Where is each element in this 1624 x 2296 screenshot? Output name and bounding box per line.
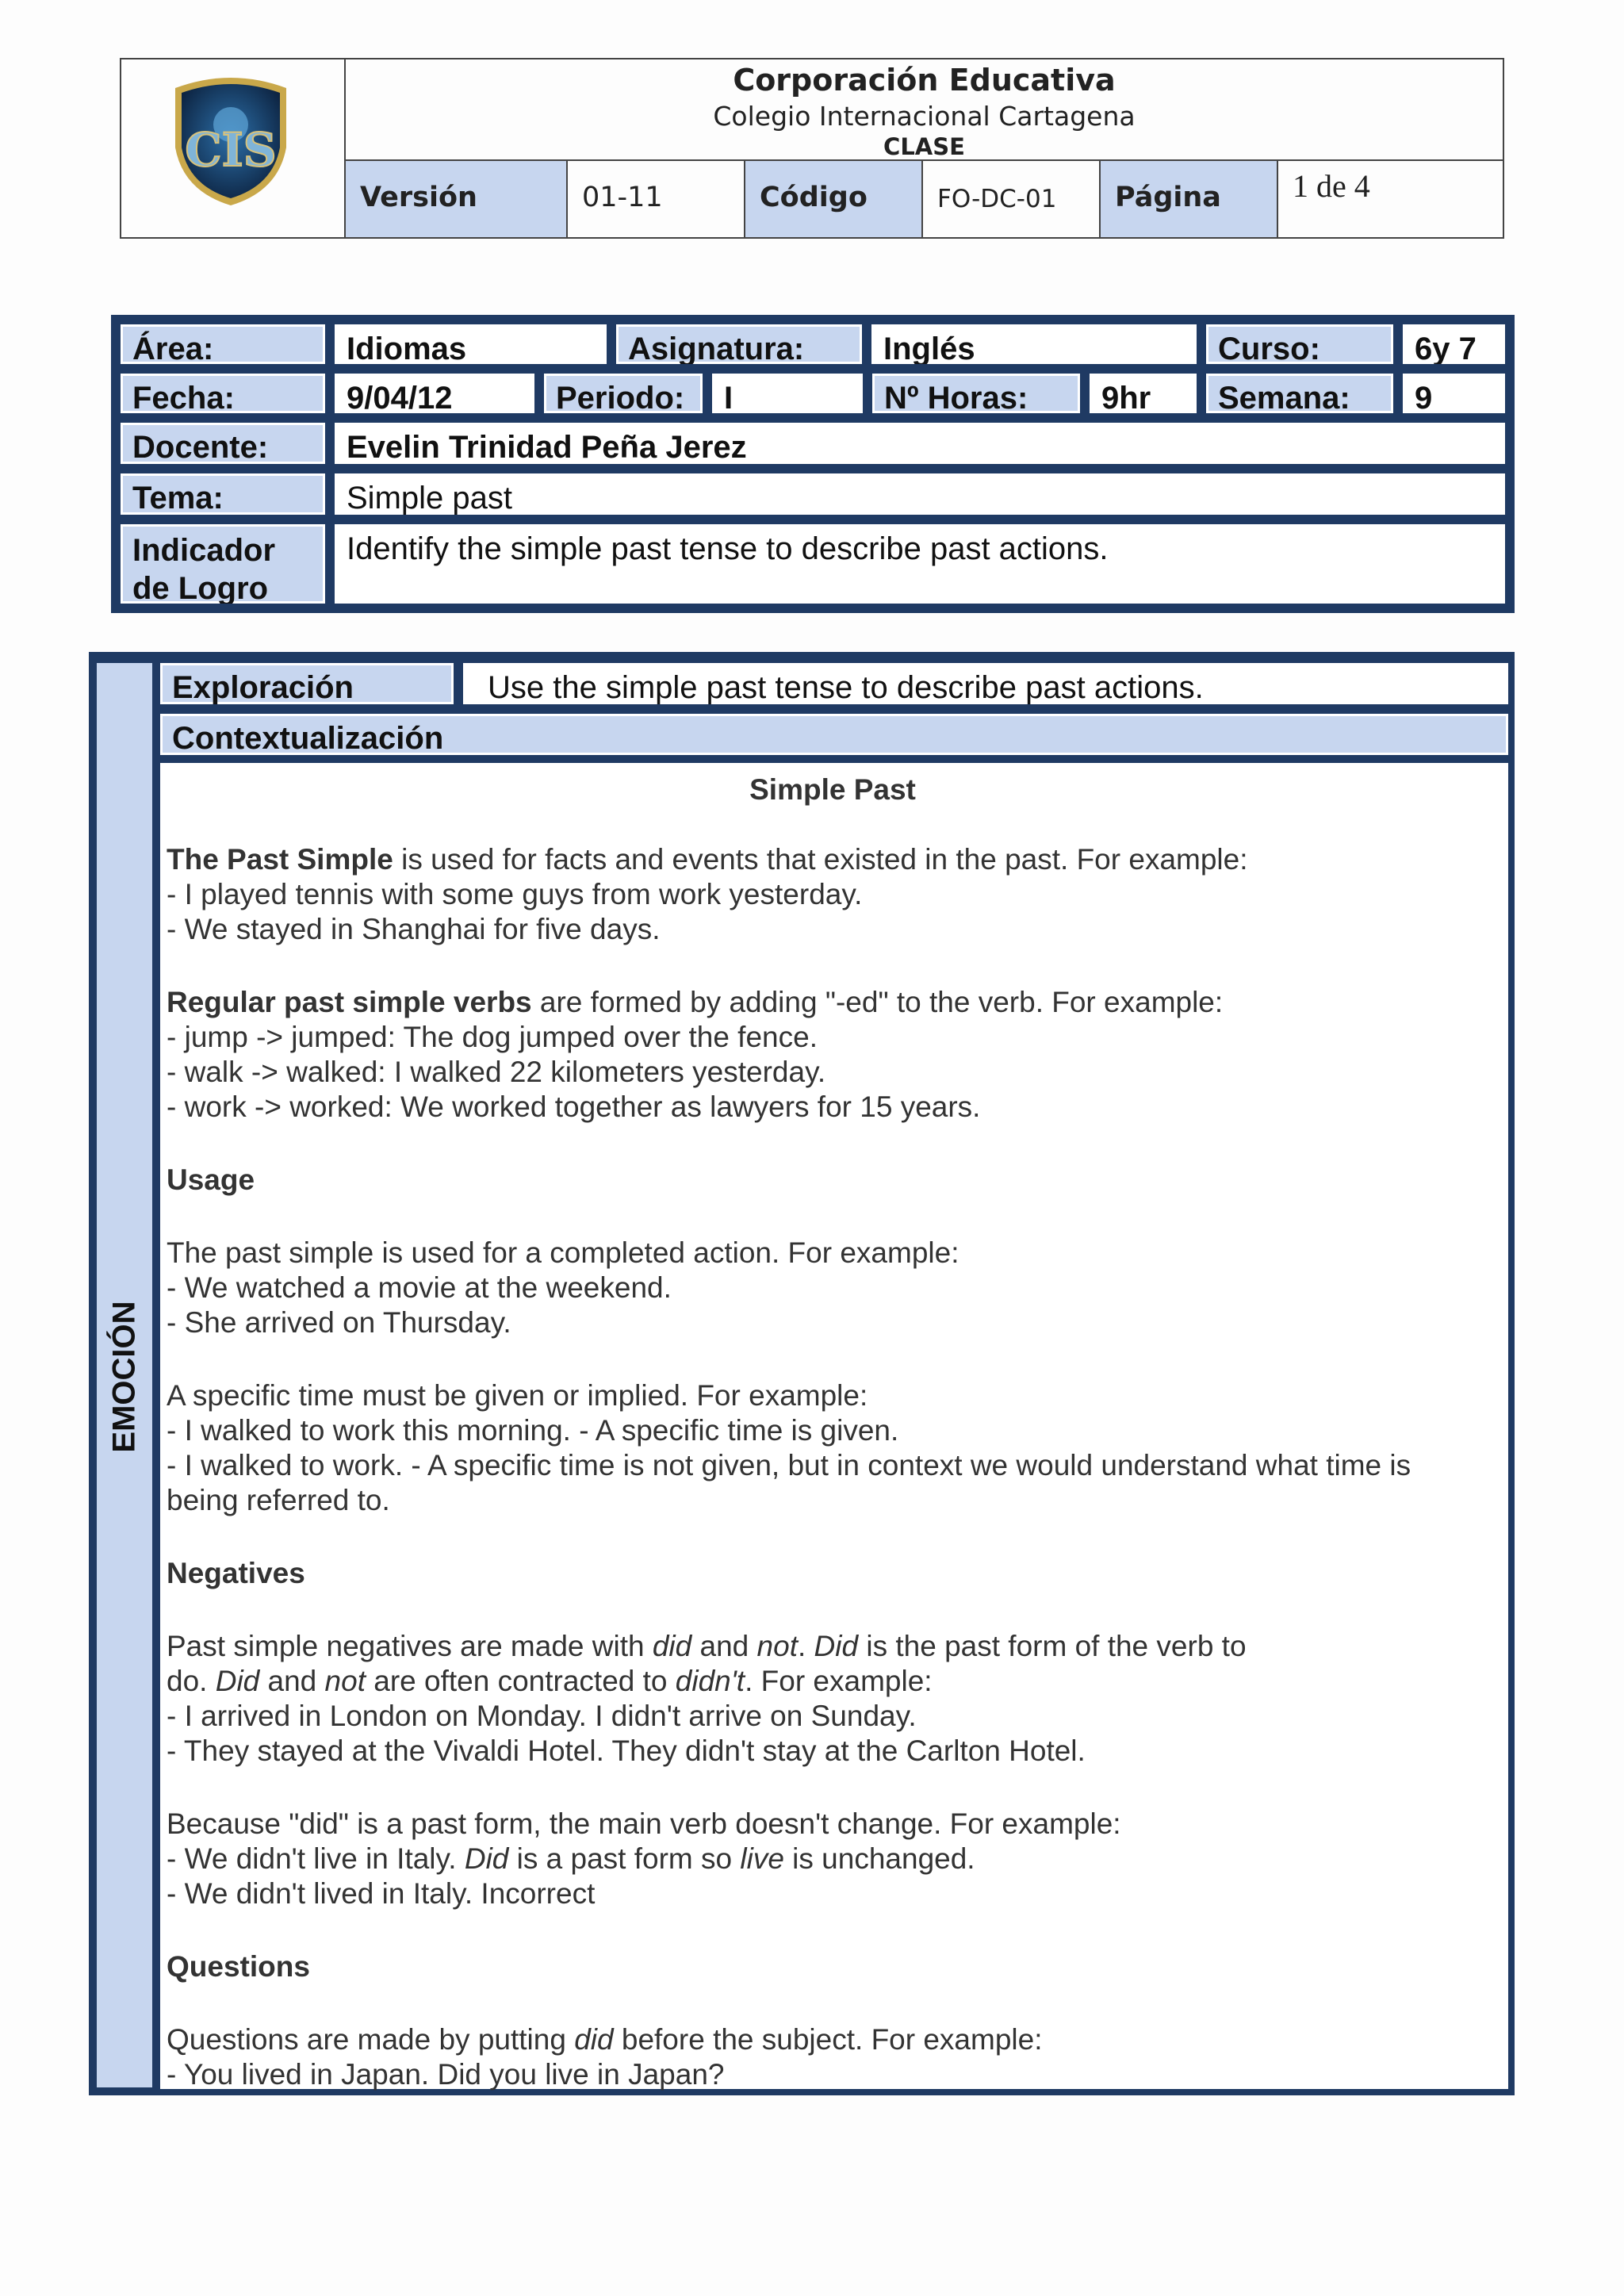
class-info-table [111,315,1515,613]
period-label: Periodo: [544,374,703,413]
logo-cell [121,59,346,237]
week-value: 9 [1403,374,1505,413]
school-logo [159,72,302,209]
subject-value: Inglés [871,324,1197,364]
indicator-label-line2: de Logro [132,571,269,606]
paragraph-regular-verbs: Regular past simple verbs are formed by adding "-ed" to the verb. For example: [167,986,1224,1018]
code-label: Código [745,161,923,237]
example-line: - They stayed at the Vivaldi Hotel. They didn't stay at the Carlton Hotel. [167,1734,1086,1767]
example-line: - We didn't lived in Italy. Incorrect [167,1877,596,1910]
example-line: being referred to. [167,1484,390,1516]
example-line: - work -> worked: We worked together as lawyers for 15 years. [167,1091,981,1123]
example-line: - We didn't live in Italy. Did is a past form so live is unchanged. [167,1842,975,1875]
exploration-value: Use the simple past tense to describe past actions. [463,663,1508,704]
example-line: - We stayed in Shanghai for five days. [167,913,661,945]
indicator-value: Identify the simple past tense to describe past actions. [335,524,1505,604]
hours-value: 9hr [1090,374,1197,413]
page-value: 1 de 4 [1293,168,1370,204]
paragraph-main-verb: Because "did" is a past form, the main verb doesn't change. For example: [167,1807,1121,1840]
document-header [120,58,1504,239]
org-title: Corporación Educativa [733,63,1116,98]
version-value: 01-11 [568,161,745,237]
indicator-label-line1: Indicador [132,533,276,568]
example-line: - I arrived in London on Monday. I didn't arrive on Sunday. [167,1700,917,1732]
version-label: Versión [346,161,568,237]
usage-heading: Usage [167,1163,255,1196]
questions-heading: Questions [167,1950,310,1983]
teacher-label: Docente: [121,423,325,464]
paragraph-past-simple: The Past Simple is used for facts and events that existed in the past. For example: [167,843,1248,876]
lesson-content [167,765,1499,2092]
code-value: FO-DC-01 [923,161,1101,237]
logo-text: CIS [185,123,277,177]
example-line: - walk -> walked: I walked 22 kilometers yesterday. [167,1056,826,1088]
example-line: - I walked to work. - A specific time is not given, but in context we would understand what time is [167,1449,1411,1481]
school-name: Colegio Internacional Cartagena [713,101,1136,132]
lesson-section [89,652,1515,2095]
example-line: - I walked to work this morning. - A specific time is given. [167,1414,899,1447]
exploration-label: Exploración [160,663,454,704]
emotion-vertical-label: EMOCIÓN [106,1301,142,1453]
header-meta-row [346,161,1503,237]
paragraph-negatives-cont: do. Did and not are often contracted to didn't. For example: [167,1665,933,1697]
paragraph-specific-time: A specific time must be given or implied. For example: [167,1379,868,1412]
example-line: - You lived in Japan. Did you live in Japan? [167,2058,725,2091]
side-label-column [97,663,152,2087]
example-line: - jump -> jumped: The dog jumped over the fence. [167,1021,818,1053]
past-simple-term: The Past Simple [167,843,393,876]
hours-label: Nº Horas: [872,374,1080,413]
course-label: Curso: [1206,324,1393,364]
contextualization-label: Contextualización [160,714,1508,755]
regular-verbs-term: Regular past simple verbs [167,986,532,1018]
week-label: Semana: [1206,374,1393,413]
period-value: I [712,374,863,413]
area-label: Área: [121,324,325,364]
example-line: - I played tennis with some guys from work yesterday. [167,878,863,910]
subject-label: Asignatura: [616,324,862,364]
header-titles [346,59,1503,161]
date-label: Fecha: [121,374,325,413]
negatives-heading: Negatives [167,1557,305,1589]
paragraph-usage: The past simple is used for a completed action. For example: [167,1236,959,1269]
example-line: - We watched a movie at the weekend. [167,1271,672,1304]
example-line: - She arrived on Thursday. [167,1306,511,1339]
topic-label: Tema: [121,473,325,515]
course-value: 6y 7 [1403,324,1505,364]
paragraph-negatives: Past simple negatives are made with did and not. Did is the past form of the verb to [167,1630,1247,1662]
indicator-label [121,524,325,604]
date-value: 9/04/12 [335,374,534,413]
doc-type: CLASE [883,133,965,160]
page-label: Página [1101,161,1278,237]
topic-value: Simple past [335,473,1505,515]
content-title: Simple Past [749,773,916,806]
area-value: Idiomas [335,324,607,364]
teacher-value: Evelin Trinidad Peña Jerez [335,423,1505,464]
paragraph-questions: Questions are made by putting did before the subject. For example: [167,2023,1043,2056]
